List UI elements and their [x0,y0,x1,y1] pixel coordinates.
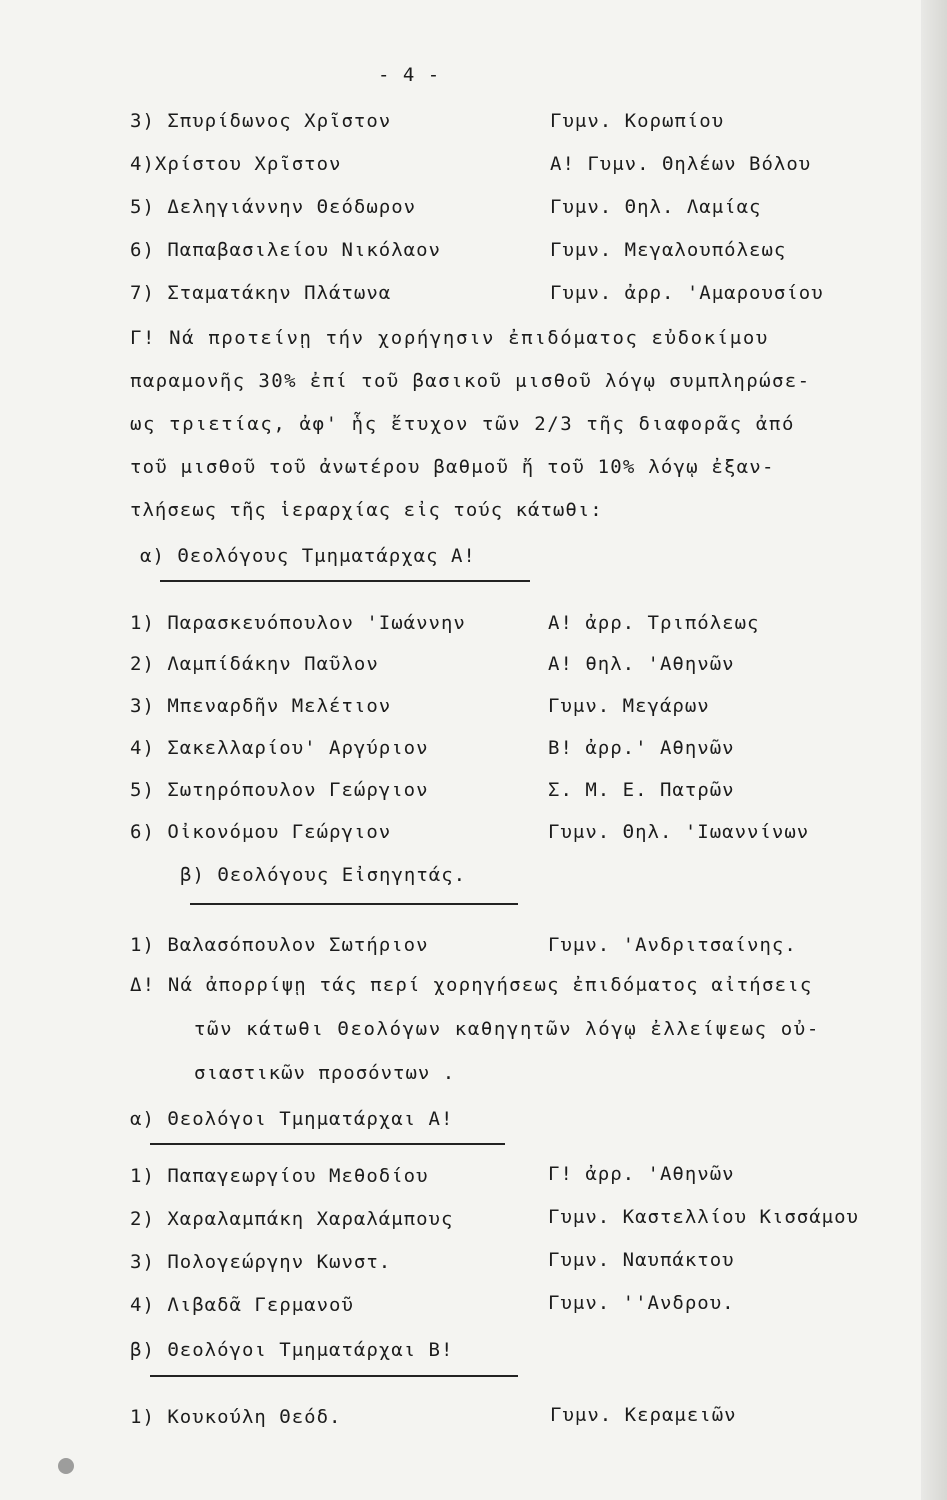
list-item-school: Γυμν. Μεγαλουπόλεως [550,239,787,261]
section-heading: α) Θεολόγους Τμηματάρχας Α! [140,545,476,567]
heading-underline [160,580,530,582]
heading-underline [190,903,518,905]
section-heading: β) Θεολόγοι Τμηματάρχαι Β! [130,1339,454,1361]
list-item-school: Α! Γυμν. Θηλέων Βόλου [550,153,812,175]
list-item-name: 5) Σωτηρόπουλον Γεώργιον [130,779,429,801]
paragraph-d-line: σιαστικῶν προσόντων . [194,1062,456,1084]
list-item-school: Α! θηλ. 'Αθηνῶν [548,653,735,675]
paragraph-g-line: Γ! Νά προτείνῃ τήν χορήγησιν ἐπιδόματος εὐδοκίμου [130,327,769,349]
list-item-name: 4)Χρίστου Χρῖστον [130,153,342,175]
list-item-school: Β! ἀρρ.' Αθηνῶν [548,737,735,759]
heading-underline [150,1375,518,1377]
list-item-name: 3) Σπυρίδωνος Χρῖστον [130,110,392,132]
list-item-name: 2) Χαραλαμπάκη Χαραλάμπους [130,1208,454,1230]
list-item-school: Γυμν. Καστελλίου Κισσάμου [548,1206,859,1228]
list-item-school: Γυμν. Κορωπίου [550,110,725,132]
list-item-name: 6) Παπαβασιλείου Νικόλαον [130,239,441,261]
page-number: - 4 - [378,64,441,86]
list-item-name: 1) Κουκούλη Θεόδ. [130,1406,342,1428]
page-edge-shadow [921,0,947,1500]
list-item-school: Γυμν. Κεραμειῶν [550,1404,737,1426]
section-heading: α) Θεολόγοι Τμηματάρχαι Α! [130,1108,454,1130]
list-item-school: Σ. Μ. Ε. Πατρῶν [548,779,735,801]
list-item-school: Γυμν. 'Ανδριτσαίνης. [548,934,797,956]
paragraph-g-line: τλήσεως τῆς ἱεραρχίας εἰς τούς κάτωθι: [130,499,603,521]
list-item-name: 7) Σταματάκην Πλάτωνα [130,282,392,304]
list-item-name: 3) Μπεναρδῆν Μελέτιον [130,695,392,717]
list-item-name: 6) Οἰκονόμου Γεώργιον [130,821,392,843]
ink-blot [58,1458,74,1474]
list-item-school: Γυμν. ἀρρ. 'Αμαρουσίου [550,282,824,304]
paragraph-g-line: παραμονῆς 30% ἐπί τοῦ βασικοῦ μισθοῦ λόγῳ συμπληρώσε- [130,370,811,392]
list-item-school: Γυμν. Ναυπάκτου [548,1249,735,1271]
list-item-school: Α! ἀρρ. Τριπόλεως [548,612,760,634]
list-item-school: Γυμν. Θηλ. Λαμίας [550,196,762,218]
paragraph-d-line: τῶν κάτωθι Θεολόγων καθηγητῶν λόγῳ ἐλλείψεως οὐ- [194,1018,820,1040]
heading-underline [150,1143,505,1145]
list-item-name: 4) Λιβαδᾶ Γερμανοῦ [130,1294,354,1316]
list-item-name: 1) Παρασκευόπουλον 'Ιωάννην [130,612,466,634]
paragraph-g-line: ως τριετίας, ἀφ' ἧς ἔτυχον τῶν 2/3 τῆς διαφορᾶς ἀπό [130,413,795,435]
list-item-name: 2) Λαμπίδάκην Παῦλον [130,653,379,675]
section-heading: β) Θεολόγους Εἰσηγητάς. [180,864,467,886]
list-item-school: Γυμν. ''Ανδρου. [548,1292,735,1314]
list-item-school: Γυμν. Θηλ. 'Ιωαννίνων [548,821,810,843]
list-item-name: 1) Παπαγεωργίου Μεθοδίου [130,1165,429,1187]
paragraph-d-line: Δ! Νά ἀπορρίψῃ τάς περί χορηγήσεως ἐπιδόματος αἰτήσεις [130,974,813,996]
list-item-name: 3) Πολογεώργην Κωνστ. [130,1251,392,1273]
list-item-name: 4) Σακελλαρίου' Αργύριον [130,737,429,759]
paragraph-g-line: τοῦ μισθοῦ τοῦ ἀνωτέρου βαθμοῦ ἤ τοῦ 10% λόγῳ ἐξαν- [130,456,775,478]
list-item-school: Γ! ἀρρ. 'Αθηνῶν [548,1163,735,1185]
list-item-school: Γυμν. Μεγάρων [548,695,710,717]
list-item-name: 5) Δεληγιάννην Θεόδωρον [130,196,417,218]
list-item-name: 1) Βαλασόπουλον Σωτήριον [130,934,429,956]
